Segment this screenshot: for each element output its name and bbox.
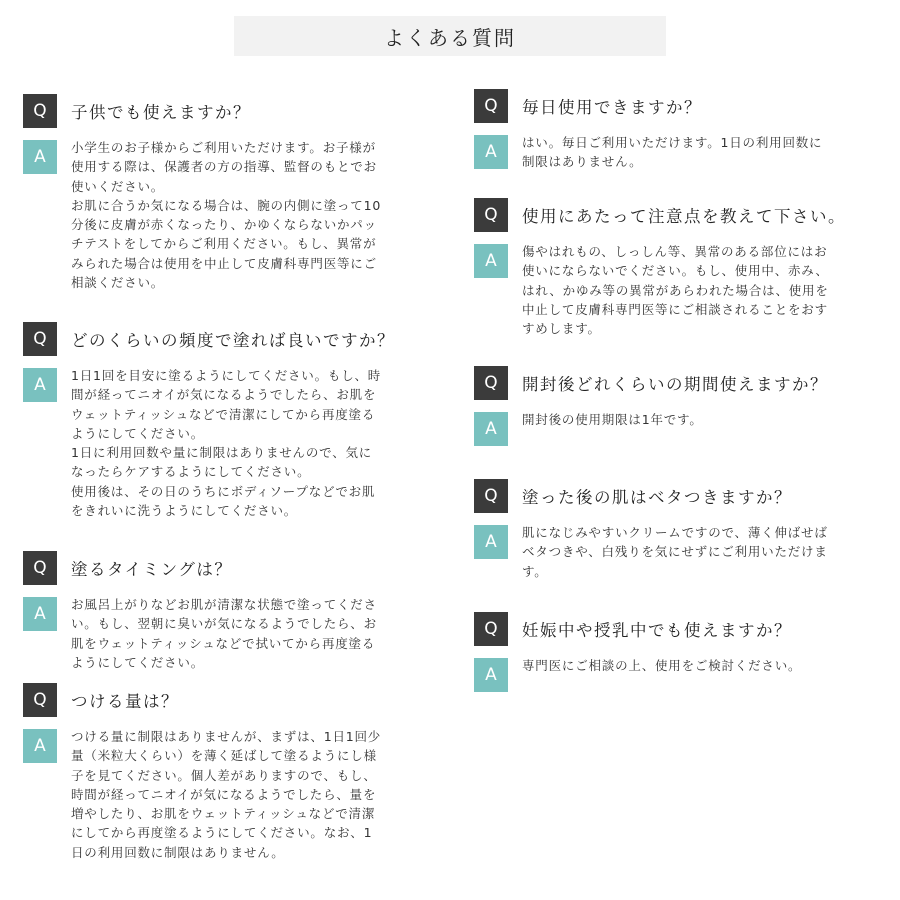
- faq-item: [474, 366, 864, 446]
- a-badge: A: [23, 368, 57, 402]
- answer-text: はい。毎日ご利用いただけます。1日の利用回数に 制限はありません。: [522, 135, 823, 170]
- answer-row: [474, 656, 864, 692]
- answer-text: 専門医にご相談の上、使用をご検討ください。: [522, 658, 802, 673]
- question-row: [23, 551, 413, 585]
- a-badge: A: [23, 597, 57, 631]
- question-row: [474, 198, 864, 232]
- answer-text: お風呂上がりなどお肌が清潔な状態で塗ってくださ い。もし、翌朝に臭いが気になるようでしたら、お 肌をウェットティッシュなどで拭いてから再度塗る ようにしてください。: [71, 597, 377, 670]
- a-badge: A: [474, 244, 508, 278]
- q-badge: Q: [23, 551, 57, 585]
- faq-item: [23, 94, 413, 292]
- faq-item: [474, 198, 864, 338]
- q-badge: Q: [474, 366, 508, 400]
- faq-item: [474, 89, 864, 172]
- page-title: よくある質問: [234, 16, 666, 56]
- question-row: [474, 366, 864, 400]
- answer-row: [474, 133, 864, 172]
- answer-text: 1日1回を目安に塗るようにしてください。もし、時 間が経ってニオイが気になるようでしたら、お肌を ウェットティッシュなどで清潔にしてから再度塗る ようにしてください。 1日に利用回数や量に制限はありませんので、気に なったらケアするようにしてください。 使用後は、その日のうちにボディソープなどでお肌 をきれいに洗うようにしてください。: [71, 368, 382, 519]
- faq-item: [23, 322, 413, 520]
- a-badge: A: [474, 135, 508, 169]
- q-badge: Q: [474, 89, 508, 123]
- answer-text: 肌になじみやすいクリームですので、薄く伸ばせば ベタつきや、白残りを気にせずにご利用いただけま す。: [522, 525, 828, 579]
- faq-item: [23, 683, 413, 862]
- answer-row: [474, 242, 864, 338]
- answer-text: 開封後の使用期限は1年です。: [522, 412, 703, 427]
- question-text: 塗った後の肌はベタつきますか？: [522, 488, 792, 507]
- a-badge: A: [474, 658, 508, 692]
- answer-row: [23, 595, 413, 672]
- answer-row: [474, 523, 864, 581]
- question-text: 開封後どれくらいの期間使えますか？: [522, 375, 828, 394]
- question-row: [474, 89, 864, 123]
- answer-text: 傷やはれもの、しっしん等、異常のある部位にはお 使いにならないでください。もし、使用中、赤み、 はれ、かゆみ等の異常があらわれた場合は、使用を 中止して皮膚科専門医等にご相談されることをおす すめします。: [522, 244, 829, 337]
- question-row: [23, 322, 413, 356]
- a-badge: A: [474, 412, 508, 446]
- answer-text: つける量に制限はありませんが、まずは、1日1回少 量（米粒大くらい）を薄く延ばして塗るようにし様 子を見てください。個人差がありますので、もし、 時間が経ってニオイが気になるようでしたら、量を 増やしたり、お肌をウェットティッシュなどで清潔 にしてから再度塗るようにしてください。なお、1 日の利用回数に制限はありません。: [71, 729, 382, 860]
- a-badge: A: [23, 729, 57, 763]
- question-text: 子供でも使えますか？: [71, 103, 251, 122]
- answer-row: [23, 727, 413, 862]
- q-badge: Q: [23, 94, 57, 128]
- question-row: [23, 683, 413, 717]
- question-text: 妊娠中や授乳中でも使えますか？: [522, 621, 792, 640]
- faq-item: [474, 612, 864, 692]
- question-row: [474, 479, 864, 513]
- q-badge: Q: [474, 612, 508, 646]
- q-badge: Q: [23, 683, 57, 717]
- question-text: 塗るタイミングは？: [71, 560, 233, 579]
- answer-row: [23, 366, 413, 520]
- answer-text: 小学生のお子様からご利用いただけます。お子様が 使用する際は、保護者の方の指導、監督のもとでお 使いください。 お肌に合うか気になる場合は、腕の内側に塗って10 分後に皮膚が赤くなったり、かゆくならないかパッ チテストをしてからご利用ください。もし、異常が みられた場合は使用を中止して皮膚科専門医等にご 相談ください。: [71, 140, 382, 291]
- q-badge: Q: [474, 198, 508, 232]
- question-row: [474, 612, 864, 646]
- question-row: [23, 94, 413, 128]
- a-badge: A: [474, 525, 508, 559]
- question-text: 使用にあたって注意点を教えて下さい。: [522, 207, 846, 226]
- question-text: 毎日使用できますか？: [522, 98, 702, 117]
- q-badge: Q: [23, 322, 57, 356]
- q-badge: Q: [474, 479, 508, 513]
- a-badge: A: [23, 140, 57, 174]
- question-text: どのくらいの頻度で塗れば良いですか？: [71, 331, 395, 350]
- answer-row: [474, 410, 864, 446]
- answer-row: [23, 138, 413, 292]
- faq-item: [474, 479, 864, 581]
- question-text: つける量は？: [71, 692, 179, 711]
- faq-item: [23, 551, 413, 672]
